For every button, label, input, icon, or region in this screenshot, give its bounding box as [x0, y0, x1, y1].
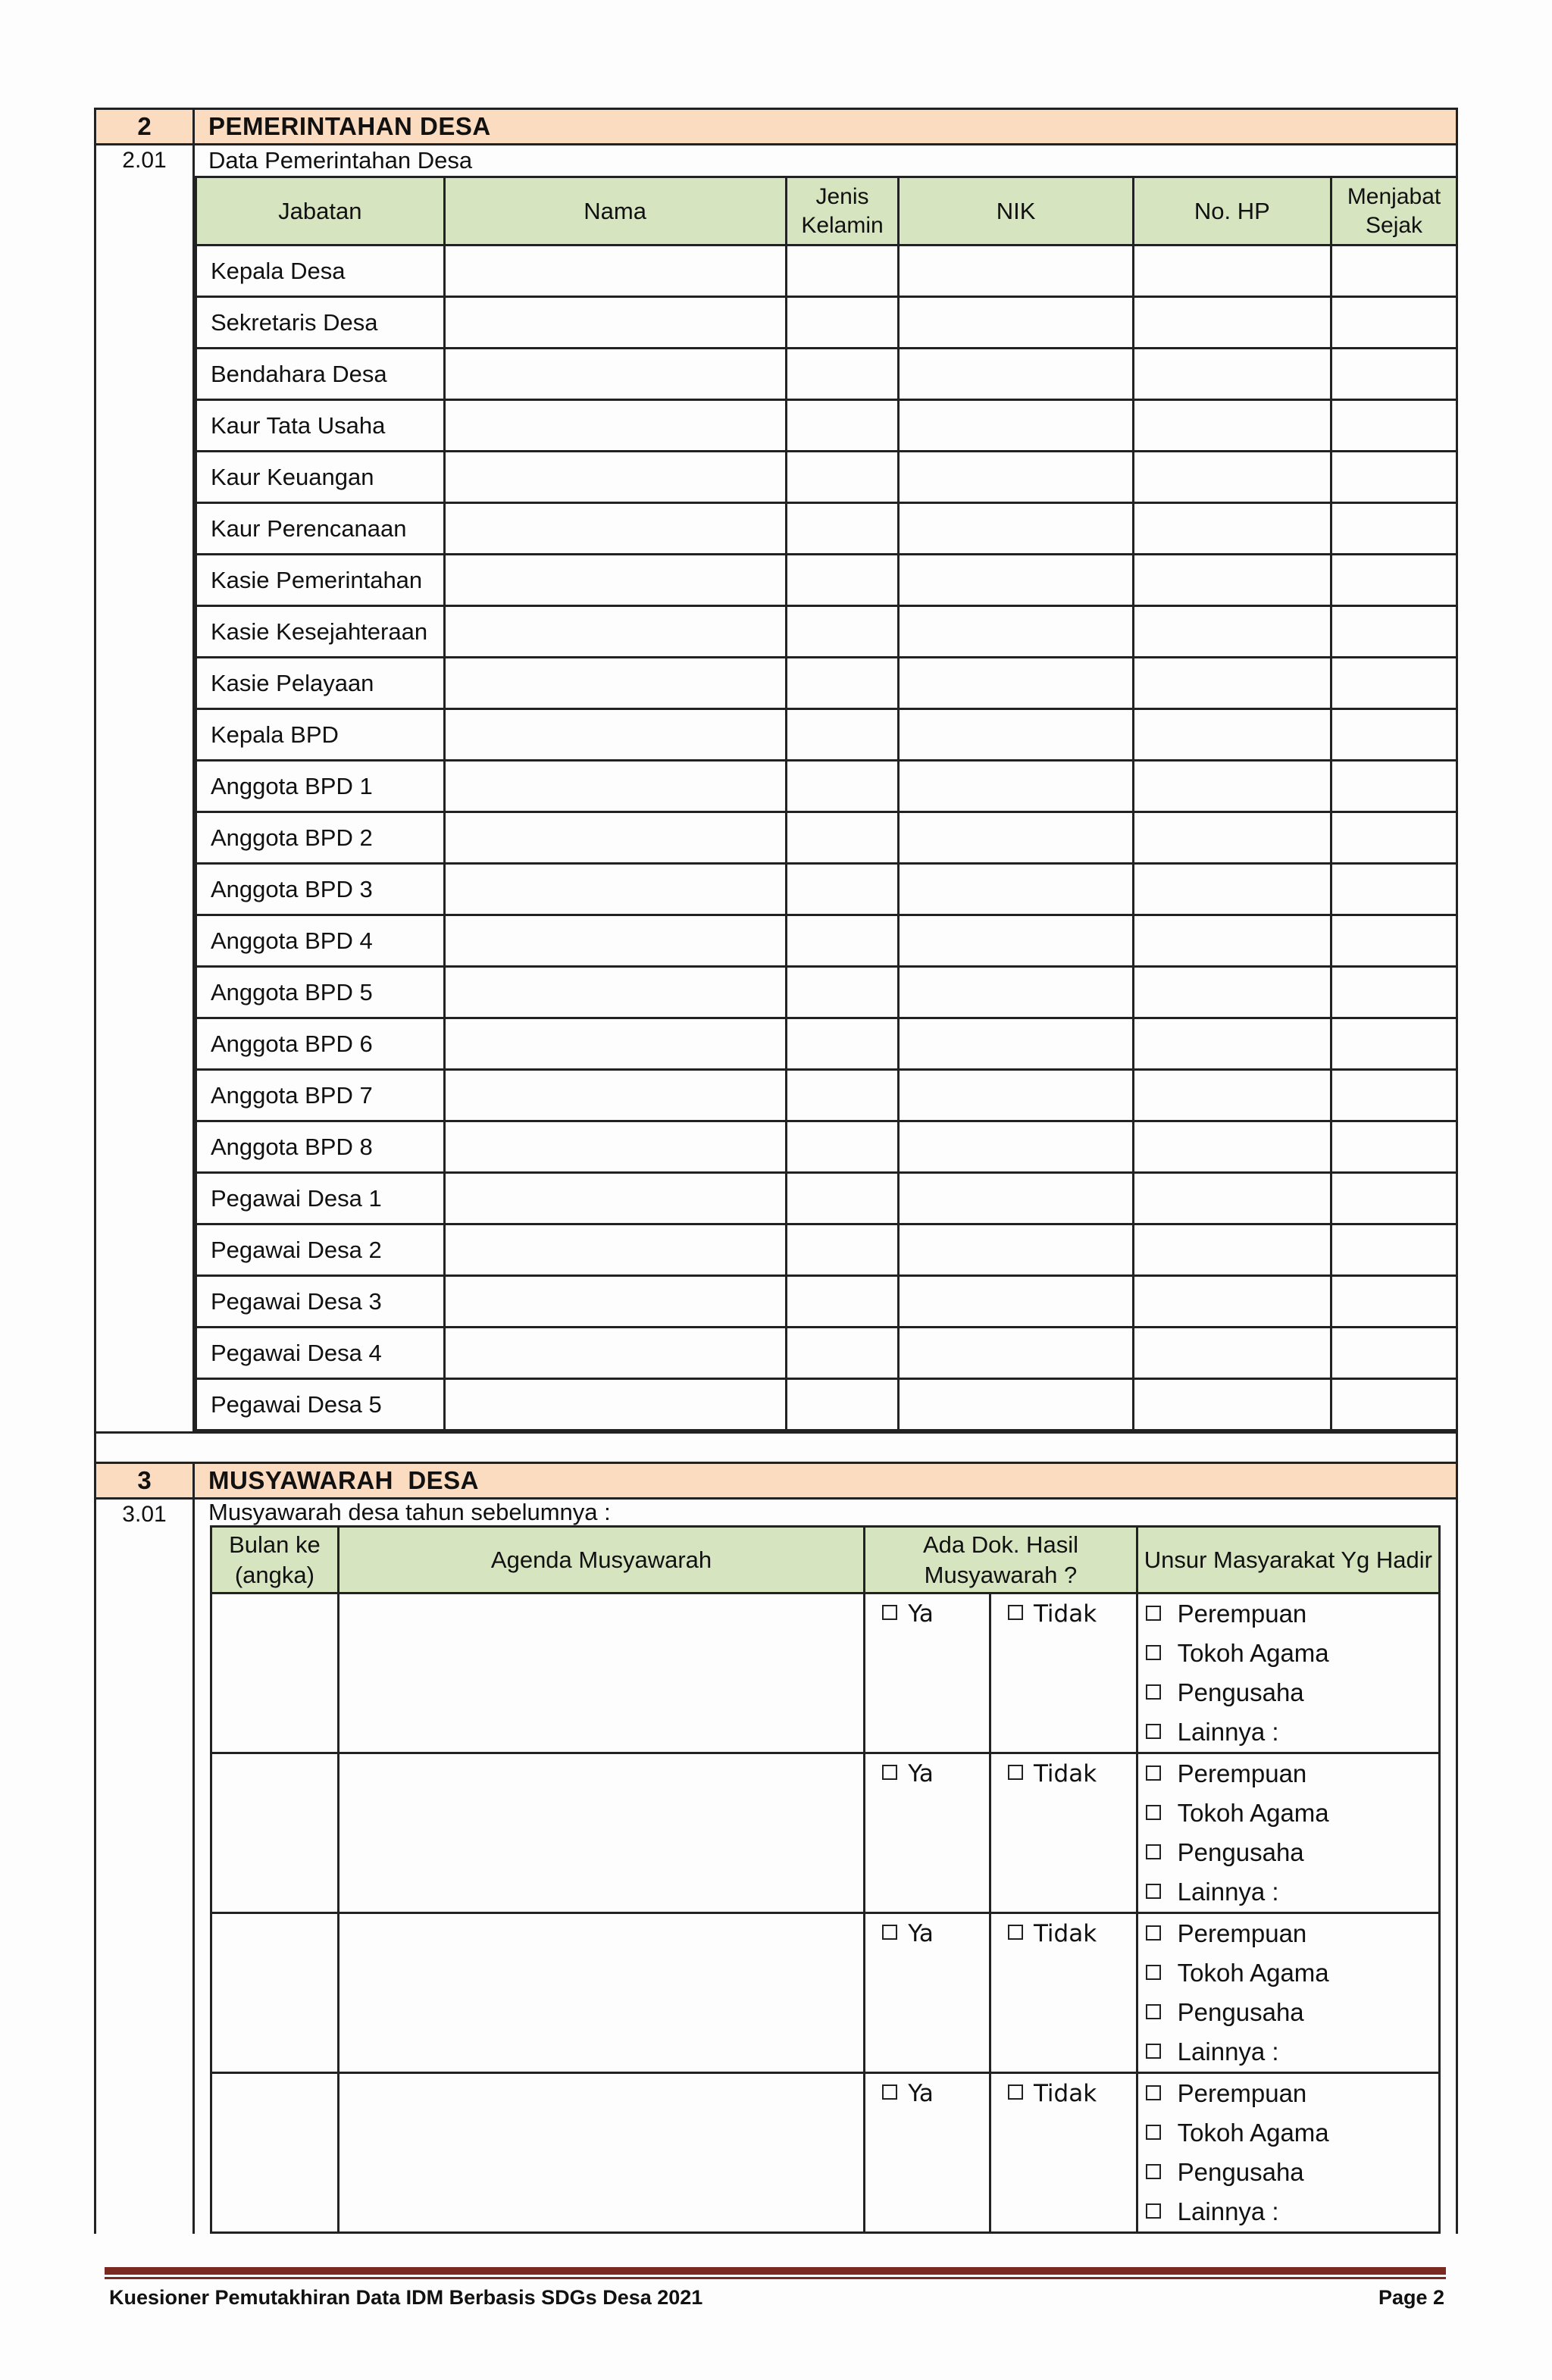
unsur-options: [1137, 1753, 1439, 1913]
no-hp-field[interactable]: [1133, 1018, 1331, 1070]
jenis-kelamin-field[interactable]: [786, 864, 899, 915]
unsur-option[interactable]: [1138, 1712, 1438, 1752]
unsur-option[interactable]: [1138, 2074, 1438, 2113]
unsur-option[interactable]: [1138, 1794, 1438, 1833]
unsur-option[interactable]: [1138, 2113, 1438, 2153]
bulan-field[interactable]: [211, 1593, 339, 1753]
jabatan-cell: Pegawai Desa 5: [196, 1379, 445, 1431]
checkbox-icon[interactable]: [1146, 1805, 1161, 1820]
menjabat-sejak-field[interactable]: [1331, 349, 1457, 400]
unsur-option[interactable]: [1138, 1754, 1438, 1794]
nama-field[interactable]: [444, 864, 786, 915]
dok-no-option[interactable]: [990, 1753, 1137, 1913]
nik-field[interactable]: [899, 246, 1133, 297]
agenda-field[interactable]: [338, 1593, 864, 1753]
jabatan-cell: Pegawai Desa 4: [196, 1328, 445, 1379]
gov-col-header: Jenis Kelamin: [786, 177, 899, 246]
unsur-options: [1137, 1593, 1439, 1753]
table-row: [196, 864, 1457, 915]
jenis-kelamin-field[interactable]: [786, 452, 899, 503]
menjabat-sejak-field[interactable]: [1331, 1173, 1457, 1224]
unsur-option-label: Lainnya :: [1177, 1718, 1279, 1746]
unsur-option-label: Tokoh Agama: [1177, 1959, 1329, 1987]
section-2-title: PEMERINTAHAN DESA: [208, 112, 491, 140]
checkbox-icon[interactable]: [1008, 1765, 1023, 1780]
jenis-kelamin-field[interactable]: [786, 761, 899, 812]
nik-field[interactable]: [899, 1224, 1133, 1276]
checkbox-icon[interactable]: [1146, 1884, 1161, 1899]
no-hp-field[interactable]: [1133, 555, 1331, 606]
checkbox-icon[interactable]: [1146, 1925, 1161, 1941]
no-hp-field[interactable]: [1133, 1121, 1331, 1173]
checkbox-icon[interactable]: [1146, 1765, 1161, 1781]
col-dok-hasil: Ada Dok. Hasil Musyawarah ?: [865, 1527, 1137, 1593]
nik-field[interactable]: [899, 555, 1133, 606]
menjabat-sejak-field[interactable]: [1331, 246, 1457, 297]
no-hp-field[interactable]: [1133, 297, 1331, 349]
page-footer: [109, 2282, 1444, 2313]
unsur-option-label: Perempuan: [1177, 1600, 1307, 1628]
checkbox-icon[interactable]: [1146, 1645, 1161, 1660]
subsection-3-01-label: Musyawarah desa tahun sebelumnya :: [208, 1499, 611, 1525]
jabatan-cell: Anggota BPD 5: [196, 967, 445, 1018]
table-row: [196, 709, 1457, 761]
table-row: [196, 349, 1457, 400]
table-row: [196, 246, 1457, 297]
jabatan-cell: Anggota BPD 2: [196, 812, 445, 864]
checkbox-icon[interactable]: [882, 2084, 897, 2100]
unsur-option-label: Tokoh Agama: [1177, 1799, 1329, 1827]
jenis-kelamin-field[interactable]: [786, 606, 899, 658]
government-table: [195, 176, 1458, 1431]
nik-field[interactable]: [899, 1173, 1133, 1224]
gov-col-header: Menjabat Sejak: [1331, 177, 1457, 246]
checkbox-icon[interactable]: [1146, 1606, 1161, 1621]
table-row: [196, 1276, 1457, 1328]
unsur-option-label: Pengusaha: [1177, 1678, 1304, 1706]
jabatan-cell: Anggota BPD 7: [196, 1070, 445, 1121]
gov-col-header: Nama: [444, 177, 786, 246]
table-row: [196, 297, 1457, 349]
jenis-kelamin-field[interactable]: [786, 246, 899, 297]
jabatan-cell: Sekretaris Desa: [196, 297, 445, 349]
section-3-header: [96, 1462, 1456, 1500]
nama-field[interactable]: [444, 1276, 786, 1328]
checkbox-icon[interactable]: [1146, 2044, 1161, 2059]
nik-field[interactable]: [899, 1018, 1133, 1070]
unsur-option[interactable]: [1138, 1872, 1438, 1912]
menjabat-sejak-field[interactable]: [1331, 1018, 1457, 1070]
menjabat-sejak-field[interactable]: [1331, 1224, 1457, 1276]
unsur-option[interactable]: [1138, 1594, 1438, 1634]
jenis-kelamin-field[interactable]: [786, 915, 899, 967]
table-row: [196, 761, 1457, 812]
menjabat-sejak-field[interactable]: [1331, 864, 1457, 915]
jenis-kelamin-field[interactable]: [786, 967, 899, 1018]
nama-field[interactable]: [444, 452, 786, 503]
nama-field[interactable]: [444, 555, 786, 606]
gov-col-header: Jabatan: [196, 177, 445, 246]
jenis-kelamin-field[interactable]: [786, 709, 899, 761]
nik-field[interactable]: [899, 452, 1133, 503]
checkbox-icon[interactable]: [1146, 2164, 1161, 2179]
menjabat-sejak-field[interactable]: [1331, 555, 1457, 606]
option-no-label: Tidak: [1033, 1600, 1097, 1628]
unsur-option-label: Perempuan: [1177, 1759, 1307, 1787]
table-row: [196, 967, 1457, 1018]
nik-field[interactable]: [899, 1276, 1133, 1328]
nama-field[interactable]: [444, 1224, 786, 1276]
nik-field[interactable]: [899, 297, 1133, 349]
subsection-2-01-label: Data Pemerintahan Desa: [208, 147, 473, 174]
jenis-kelamin-field[interactable]: [786, 1173, 899, 1224]
subsection-2-01-number: 2.01: [96, 145, 195, 1431]
jabatan-cell: Kasie Pelayaan: [196, 658, 445, 709]
unsur-options: [1137, 1913, 1439, 2073]
no-hp-field[interactable]: [1133, 1328, 1331, 1379]
option-no-label: Tidak: [1033, 1920, 1097, 1947]
no-hp-field[interactable]: [1133, 1379, 1331, 1431]
checkbox-icon[interactable]: [1146, 2125, 1161, 2140]
dok-yes-option[interactable]: [865, 2073, 990, 2233]
unsur-option[interactable]: [1138, 1993, 1438, 2032]
table-row: [196, 1070, 1457, 1121]
unsur-option-label: Perempuan: [1177, 2079, 1307, 2107]
menjabat-sejak-field[interactable]: [1331, 606, 1457, 658]
menjabat-sejak-field[interactable]: [1331, 812, 1457, 864]
table-row: [196, 400, 1457, 452]
unsur-options: [1137, 2073, 1439, 2233]
no-hp-field[interactable]: [1133, 967, 1331, 1018]
jabatan-cell: Anggota BPD 8: [196, 1121, 445, 1173]
unsur-option[interactable]: [1138, 2032, 1438, 2072]
jabatan-cell: Kepala Desa: [196, 246, 445, 297]
menjabat-sejak-field[interactable]: [1331, 452, 1457, 503]
col-agenda: Agenda Musyawarah: [338, 1527, 864, 1593]
table-row: [196, 1018, 1457, 1070]
nik-field[interactable]: [899, 967, 1133, 1018]
unsur-option-label: Tokoh Agama: [1177, 1639, 1329, 1667]
checkbox-icon[interactable]: [882, 1765, 897, 1780]
nik-field[interactable]: [899, 1328, 1133, 1379]
table-row: [196, 812, 1457, 864]
dok-no-option[interactable]: [990, 1913, 1137, 2073]
nama-field[interactable]: [444, 400, 786, 452]
unsur-option[interactable]: [1138, 2192, 1438, 2231]
dok-yes-option[interactable]: [865, 1753, 990, 1913]
menjabat-sejak-field[interactable]: [1331, 709, 1457, 761]
jenis-kelamin-field[interactable]: [786, 1018, 899, 1070]
musyawarah-entry-row: [211, 1753, 1440, 1913]
no-hp-field[interactable]: [1133, 1070, 1331, 1121]
jabatan-cell: Anggota BPD 4: [196, 915, 445, 967]
footer-rule-thin: [105, 2277, 1446, 2279]
checkbox-icon[interactable]: [1146, 1965, 1161, 1980]
nik-field[interactable]: [899, 1070, 1133, 1121]
jabatan-cell: Bendahara Desa: [196, 349, 445, 400]
menjabat-sejak-field[interactable]: [1331, 1379, 1457, 1431]
nama-field[interactable]: [444, 1121, 786, 1173]
jenis-kelamin-field[interactable]: [786, 812, 899, 864]
table-row: [196, 1173, 1457, 1224]
nama-field[interactable]: [444, 709, 786, 761]
section-2-header: [96, 108, 1456, 145]
jenis-kelamin-field[interactable]: [786, 400, 899, 452]
bulan-field[interactable]: [211, 2073, 339, 2233]
checkbox-icon[interactable]: [1146, 2085, 1161, 2100]
table-row: [196, 1224, 1457, 1276]
checkbox-icon[interactable]: [1008, 1605, 1023, 1620]
unsur-option[interactable]: [1138, 1634, 1438, 1673]
option-yes-label: Ya: [908, 1600, 934, 1628]
nama-field[interactable]: [444, 1070, 786, 1121]
page-number: Page 2: [1378, 2286, 1444, 2309]
jenis-kelamin-field[interactable]: [786, 1070, 899, 1121]
option-yes-label: Ya: [908, 1920, 934, 1947]
subsection-3-01-number: 3.01: [96, 1500, 195, 2234]
no-hp-field[interactable]: [1133, 658, 1331, 709]
menjabat-sejak-field[interactable]: [1331, 1276, 1457, 1328]
dok-yes-option[interactable]: [865, 1593, 990, 1753]
nik-field[interactable]: [899, 761, 1133, 812]
jenis-kelamin-field[interactable]: [786, 555, 899, 606]
unsur-option[interactable]: [1138, 1673, 1438, 1712]
menjabat-sejak-field[interactable]: [1331, 967, 1457, 1018]
col-unsur: Unsur Masyarakat Yg Hadir: [1137, 1527, 1439, 1593]
menjabat-sejak-field[interactable]: [1331, 1070, 1457, 1121]
unsur-option-label: Lainnya :: [1177, 2197, 1279, 2225]
unsur-option-label: Pengusaha: [1177, 2158, 1304, 2186]
nik-field[interactable]: [899, 709, 1133, 761]
nama-field[interactable]: [444, 1379, 786, 1431]
footer-rule: [105, 2267, 1446, 2275]
musyawarah-entry-row: [211, 1913, 1440, 2073]
option-yes-label: Ya: [908, 1760, 934, 1787]
no-hp-field[interactable]: [1133, 1276, 1331, 1328]
option-no-label: Tidak: [1033, 2080, 1097, 2107]
form-frame: [94, 108, 1458, 2234]
jenis-kelamin-field[interactable]: [786, 503, 899, 555]
nama-field[interactable]: [444, 967, 786, 1018]
agenda-field[interactable]: [338, 1753, 864, 1913]
nik-field[interactable]: [899, 812, 1133, 864]
checkbox-icon[interactable]: [1146, 1684, 1161, 1700]
col-bulan: Bulan ke (angka): [211, 1527, 339, 1593]
checkbox-icon[interactable]: [882, 1605, 897, 1620]
dok-no-option[interactable]: [990, 1593, 1137, 1753]
checkbox-icon[interactable]: [1146, 2004, 1161, 2019]
jabatan-cell: Pegawai Desa 3: [196, 1276, 445, 1328]
jenis-kelamin-field[interactable]: [786, 1379, 899, 1431]
no-hp-field[interactable]: [1133, 761, 1331, 812]
section-2-number: 2: [96, 110, 195, 143]
table-row: [196, 606, 1457, 658]
nama-field[interactable]: [444, 246, 786, 297]
nama-field[interactable]: [444, 761, 786, 812]
table-row: [196, 452, 1457, 503]
jabatan-cell: Kaur Keuangan: [196, 452, 445, 503]
nik-field[interactable]: [899, 915, 1133, 967]
no-hp-field[interactable]: [1133, 606, 1331, 658]
unsur-option[interactable]: [1138, 1833, 1438, 1872]
table-row: [196, 1328, 1457, 1379]
subsection-2-01: [96, 145, 1456, 1431]
dok-no-option[interactable]: [990, 2073, 1137, 2233]
jenis-kelamin-field[interactable]: [786, 297, 899, 349]
nama-field[interactable]: [444, 915, 786, 967]
no-hp-field[interactable]: [1133, 400, 1331, 452]
unsur-option-label: Pengusaha: [1177, 1838, 1304, 1866]
no-hp-field[interactable]: [1133, 1173, 1331, 1224]
no-hp-field[interactable]: [1133, 452, 1331, 503]
no-hp-field[interactable]: [1133, 503, 1331, 555]
nama-field[interactable]: [444, 606, 786, 658]
jabatan-cell: Kaur Perencanaan: [196, 503, 445, 555]
agenda-field[interactable]: [338, 1913, 864, 2073]
checkbox-icon[interactable]: [882, 1925, 897, 1940]
table-row: [196, 658, 1457, 709]
no-hp-field[interactable]: [1133, 709, 1331, 761]
jenis-kelamin-field[interactable]: [786, 658, 899, 709]
no-hp-field[interactable]: [1133, 915, 1331, 967]
no-hp-field[interactable]: [1133, 246, 1331, 297]
section-3-number: 3: [96, 1464, 195, 1497]
jabatan-cell: Kasie Kesejahteraan: [196, 606, 445, 658]
nik-field[interactable]: [899, 1379, 1133, 1431]
dok-yes-option[interactable]: [865, 1913, 990, 2073]
nama-field[interactable]: [444, 349, 786, 400]
jenis-kelamin-field[interactable]: [786, 1328, 899, 1379]
footer-title: Kuesioner Pemutakhiran Data IDM Berbasis SDGs Desa 2021: [109, 2286, 703, 2309]
checkbox-icon[interactable]: [1008, 1925, 1023, 1940]
jabatan-cell: Kasie Pemerintahan: [196, 555, 445, 606]
checkbox-icon[interactable]: [1146, 1844, 1161, 1859]
menjabat-sejak-field[interactable]: [1331, 915, 1457, 967]
checkbox-icon[interactable]: [1146, 1724, 1161, 1739]
unsur-option[interactable]: [1138, 2153, 1438, 2192]
jabatan-cell: Anggota BPD 6: [196, 1018, 445, 1070]
unsur-option-label: Pengusaha: [1177, 1998, 1304, 2026]
menjabat-sejak-field[interactable]: [1331, 761, 1457, 812]
musyawarah-entry-row: [211, 2073, 1440, 2233]
unsur-option-label: Lainnya :: [1177, 1878, 1279, 1906]
section-3-title: MUSYAWARAH DESA: [208, 1466, 479, 1494]
nama-field[interactable]: [444, 1018, 786, 1070]
table-row: [196, 1121, 1457, 1173]
nik-field[interactable]: [899, 503, 1133, 555]
no-hp-field[interactable]: [1133, 1224, 1331, 1276]
menjabat-sejak-field[interactable]: [1331, 503, 1457, 555]
nik-field[interactable]: [899, 349, 1133, 400]
jenis-kelamin-field[interactable]: [786, 349, 899, 400]
table-row: [196, 1379, 1457, 1431]
checkbox-icon[interactable]: [1008, 2084, 1023, 2100]
no-hp-field[interactable]: [1133, 349, 1331, 400]
menjabat-sejak-field[interactable]: [1331, 297, 1457, 349]
menjabat-sejak-field[interactable]: [1331, 658, 1457, 709]
unsur-option[interactable]: [1138, 1914, 1438, 1953]
nik-field[interactable]: [899, 658, 1133, 709]
subsection-3-01: [96, 1500, 1456, 2234]
nik-field[interactable]: [899, 606, 1133, 658]
checkbox-icon[interactable]: [1146, 2203, 1161, 2219]
option-no-label: Tidak: [1033, 1760, 1097, 1787]
jabatan-cell: Anggota BPD 1: [196, 761, 445, 812]
option-yes-label: Ya: [908, 2080, 934, 2107]
jenis-kelamin-field[interactable]: [786, 1276, 899, 1328]
section-spacer: [96, 1431, 1456, 1462]
jabatan-cell: Kepala BPD: [196, 709, 445, 761]
no-hp-field[interactable]: [1133, 812, 1331, 864]
menjabat-sejak-field[interactable]: [1331, 1328, 1457, 1379]
unsur-option-label: Tokoh Agama: [1177, 2119, 1329, 2147]
unsur-option-label: Perempuan: [1177, 1919, 1307, 1947]
nama-field[interactable]: [444, 658, 786, 709]
menjabat-sejak-field[interactable]: [1331, 400, 1457, 452]
jenis-kelamin-field[interactable]: [786, 1121, 899, 1173]
table-row: [196, 503, 1457, 555]
table-row: [196, 555, 1457, 606]
nama-field[interactable]: [444, 812, 786, 864]
nama-field[interactable]: [444, 1328, 786, 1379]
musyawarah-entry-row: [211, 1593, 1440, 1753]
nama-field[interactable]: [444, 1173, 786, 1224]
nik-field[interactable]: [899, 400, 1133, 452]
jabatan-cell: Kaur Tata Usaha: [196, 400, 445, 452]
unsur-option-label: Lainnya :: [1177, 2038, 1279, 2066]
nik-field[interactable]: [899, 864, 1133, 915]
jabatan-cell: Anggota BPD 3: [196, 864, 445, 915]
table-row: [196, 915, 1457, 967]
nik-field[interactable]: [899, 1121, 1133, 1173]
no-hp-field[interactable]: [1133, 864, 1331, 915]
gov-col-header: No. HP: [1133, 177, 1331, 246]
bulan-field[interactable]: [211, 1913, 339, 2073]
jenis-kelamin-field[interactable]: [786, 1224, 899, 1276]
nama-field[interactable]: [444, 503, 786, 555]
unsur-option[interactable]: [1138, 1953, 1438, 1993]
musyawarah-table: [210, 1525, 1441, 2234]
jabatan-cell: Pegawai Desa 1: [196, 1173, 445, 1224]
gov-col-header: NIK: [899, 177, 1133, 246]
agenda-field[interactable]: [338, 2073, 864, 2233]
jabatan-cell: Pegawai Desa 2: [196, 1224, 445, 1276]
menjabat-sejak-field[interactable]: [1331, 1121, 1457, 1173]
bulan-field[interactable]: [211, 1753, 339, 1913]
nama-field[interactable]: [444, 297, 786, 349]
